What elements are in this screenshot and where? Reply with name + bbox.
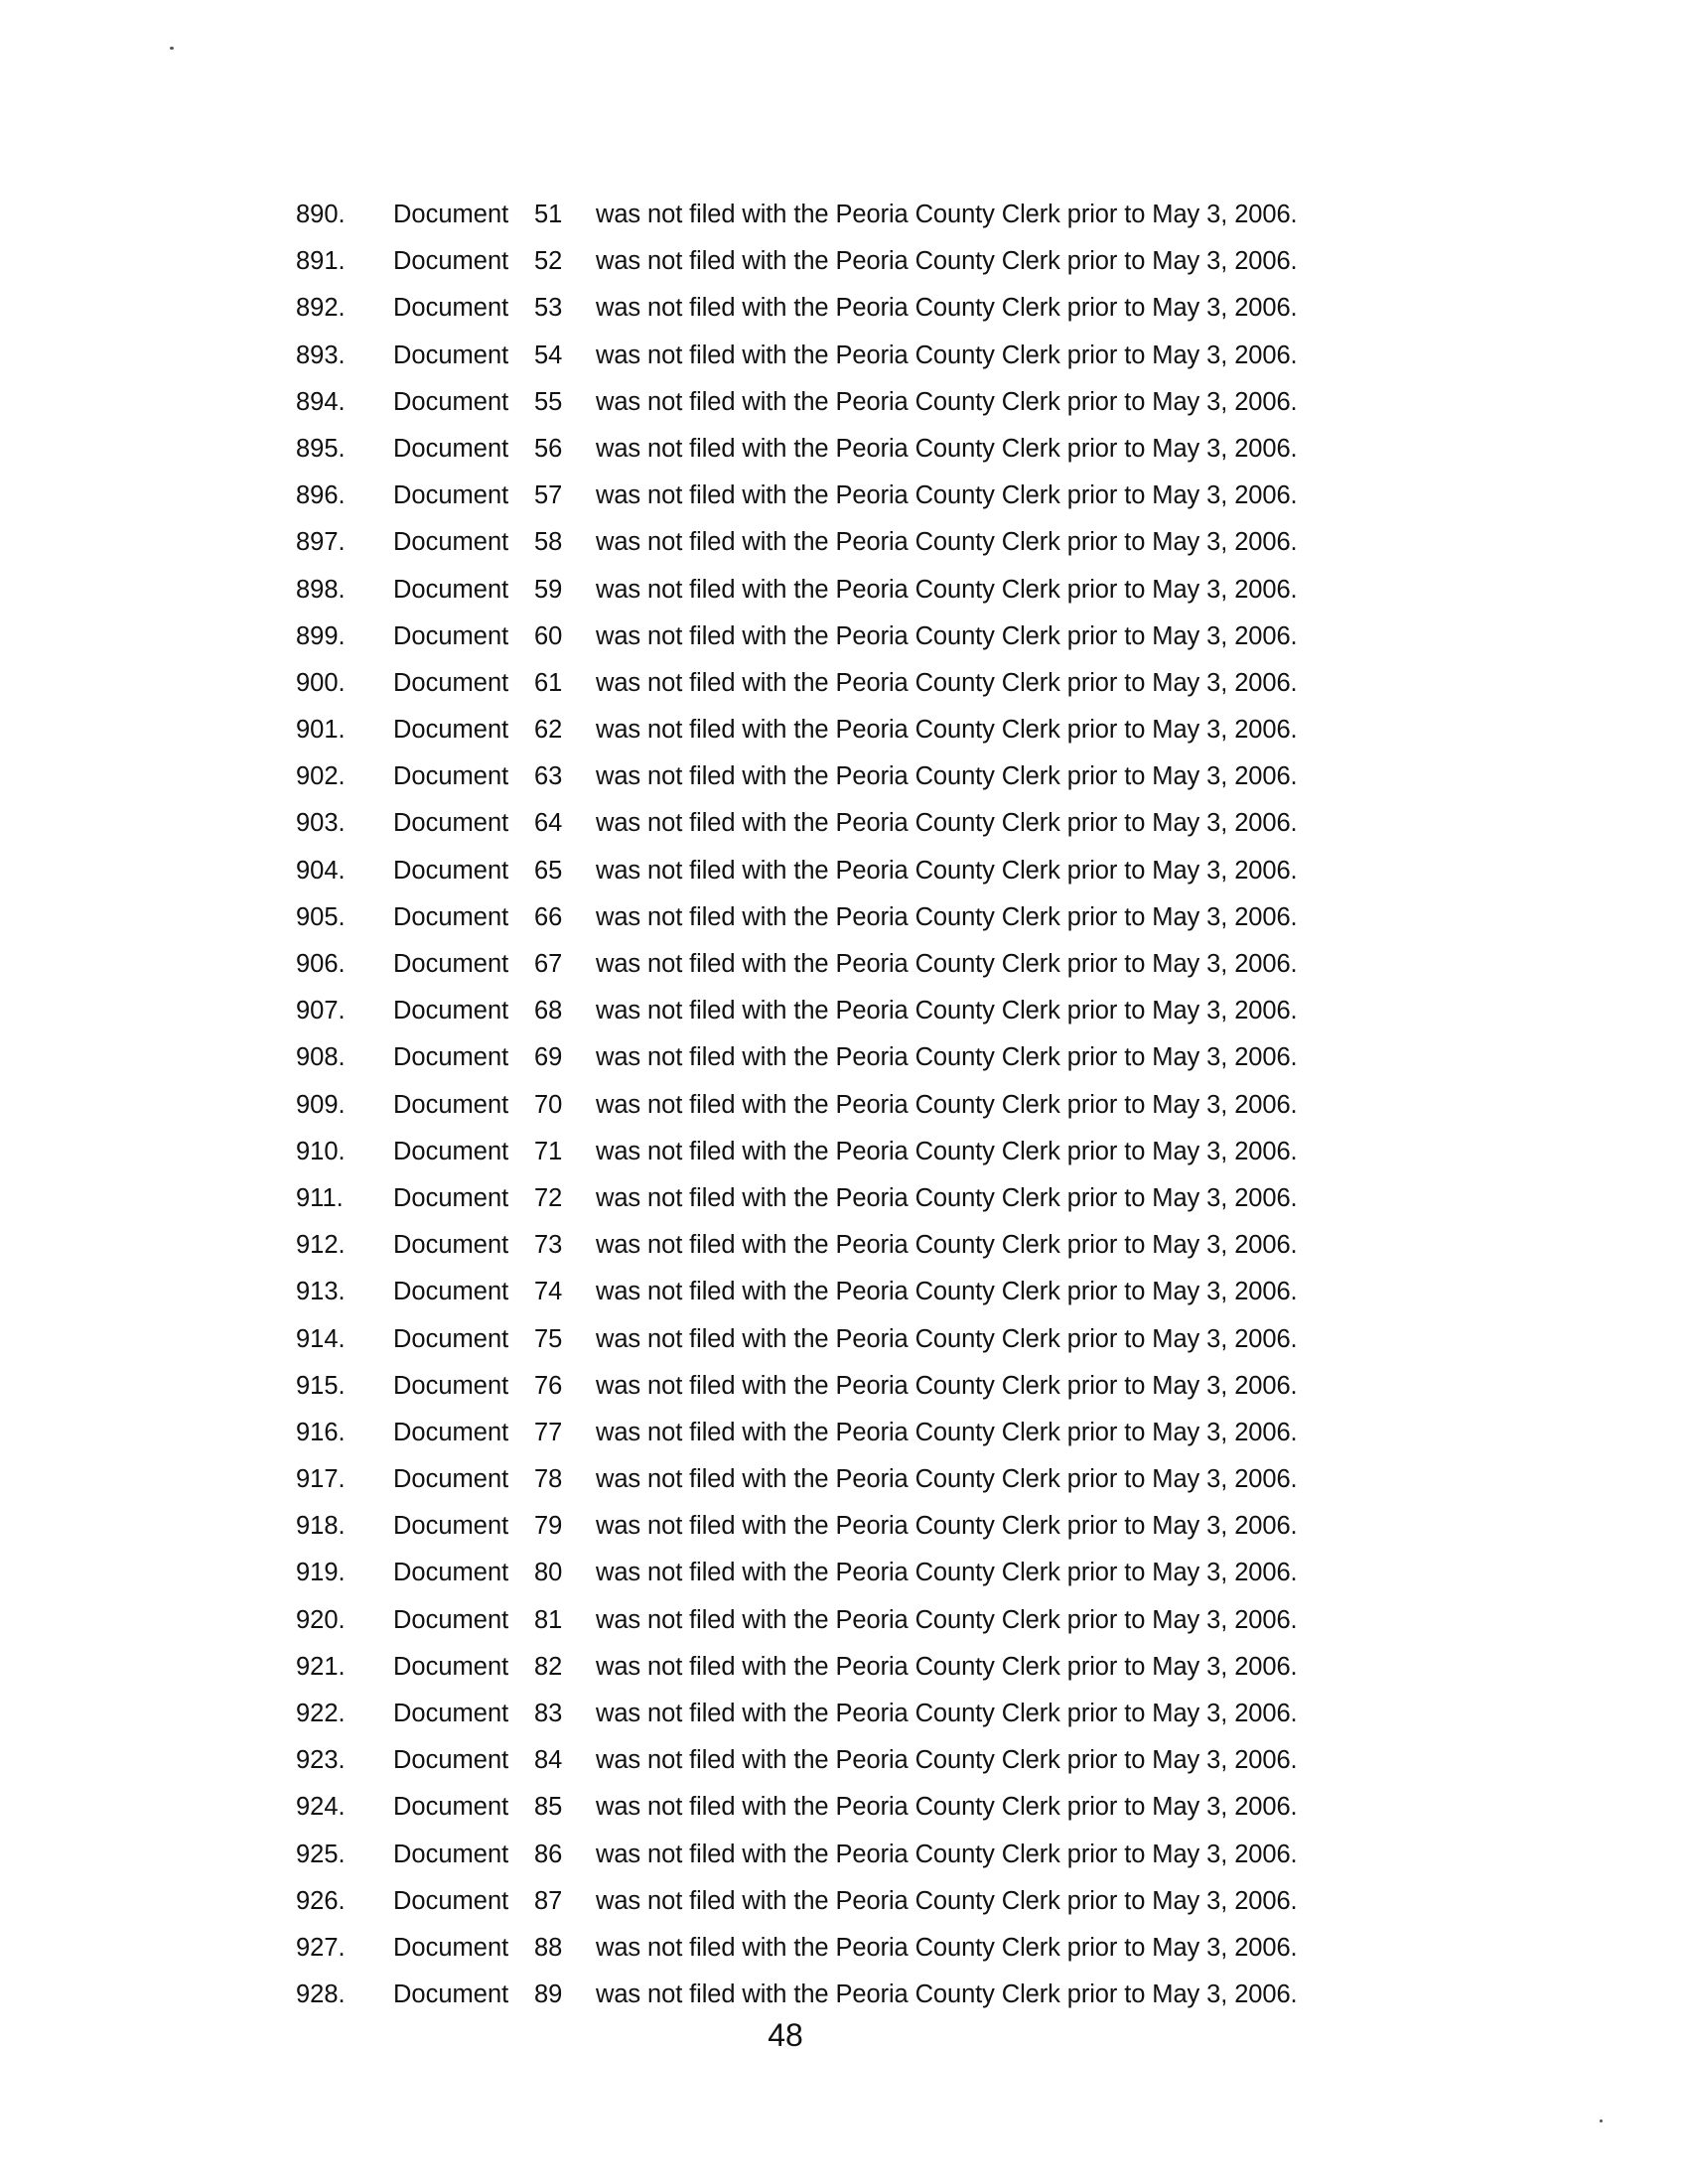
document-number: 83 [534,1700,563,1727]
document-number: 57 [534,481,563,510]
paragraph-text: was not filed with the Peoria County Clerk prior to May 3, 2006. [596,481,1298,510]
document-number: 56 [534,434,563,463]
list-item [296,1606,1368,1653]
document-number: 88 [534,1933,563,1962]
paragraph-text: was not filed with the Peoria County Clerk prior to May 3, 2006. [596,1418,1298,1446]
paragraph-text: was not filed with the Peoria County Clerk prior to May 3, 2006. [596,997,1298,1025]
paragraph-text: was not filed with the Peoria County Clerk prior to May 3, 2006. [596,1043,1298,1072]
document-number: 87 [534,1886,563,1915]
paragraph-text: was not filed with the Peoria County Clerk prior to May 3, 2006. [596,1793,1298,1822]
paragraph-number: 890. [296,201,346,228]
document-number: 62 [534,716,563,745]
document-label: Document [393,528,509,557]
list-item [296,528,1368,575]
document-number: 84 [534,1746,563,1775]
document-label: Document [393,575,509,604]
list-item [296,669,1368,716]
paragraph-text: was not filed with the Peoria County Clerk prior to May 3, 2006. [596,1559,1298,1587]
document-number: 89 [534,1980,563,2009]
document-number: 52 [534,247,563,276]
paragraph-text: was not filed with the Peoria County Clerk prior to May 3, 2006. [596,434,1298,463]
list-item [296,1372,1368,1419]
document-label: Document [393,1371,509,1400]
list-item [296,481,1368,528]
list-item [296,950,1368,997]
document-number: 85 [534,1793,563,1822]
paragraph-text: was not filed with the Peoria County Clerk prior to May 3, 2006. [596,1746,1298,1775]
paragraph-number: 912. [296,1231,346,1260]
document-number: 51 [534,201,563,228]
paragraph-text: was not filed with the Peoria County Clerk prior to May 3, 2006. [596,1090,1298,1119]
document-number: 80 [534,1559,563,1587]
list-item [296,576,1368,622]
document-label: Document [393,201,509,228]
document-label: Document [393,1652,509,1681]
paragraph-text: was not filed with the Peoria County Clerk prior to May 3, 2006. [596,1231,1298,1260]
document-number: 61 [534,668,563,697]
paragraph-text: was not filed with the Peoria County Clerk prior to May 3, 2006. [596,809,1298,838]
list-item [296,201,1368,247]
list-item [296,716,1368,762]
document-label: Document [393,809,509,838]
document-number: 74 [534,1278,563,1306]
document-number: 65 [534,856,563,885]
list-item [296,1465,1368,1512]
document-label: Document [393,856,509,885]
paragraph-text: was not filed with the Peoria County Clerk prior to May 3, 2006. [596,950,1298,978]
list-item [296,1841,1368,1887]
paragraph-text: was not filed with the Peoria County Clerk prior to May 3, 2006. [596,1137,1298,1165]
paragraph-text: was not filed with the Peoria County Clerk prior to May 3, 2006. [596,856,1298,885]
paragraph-number: 904. [296,856,346,885]
document-label: Document [393,1933,509,1962]
document-label: Document [393,1793,509,1822]
document-number: 77 [534,1418,563,1446]
document-label: Document [393,1746,509,1775]
list-item [296,762,1368,809]
document-label: Document [393,950,509,978]
document-number: 54 [534,341,563,369]
paragraph-text: was not filed with the Peoria County Clerk prior to May 3, 2006. [596,201,1298,228]
paragraph-number: 917. [296,1465,346,1494]
paragraph-number: 919. [296,1559,346,1587]
paragraph-text: was not filed with the Peoria County Clerk prior to May 3, 2006. [596,902,1298,931]
paragraph-number: 906. [296,950,346,978]
paragraph-number: 900. [296,668,346,697]
list-item [296,247,1368,294]
document-number: 64 [534,809,563,838]
paragraph-text: was not filed with the Peoria County Clerk prior to May 3, 2006. [596,1652,1298,1681]
document-number: 81 [534,1605,563,1634]
list-item [296,435,1368,481]
document-label: Document [393,1465,509,1494]
paragraph-text: was not filed with the Peoria County Clerk prior to May 3, 2006. [596,1512,1298,1541]
paragraph-number: 905. [296,902,346,931]
document-label: Document [393,716,509,745]
paragraph-text: was not filed with the Peoria County Clerk prior to May 3, 2006. [596,1278,1298,1306]
document-label: Document [393,997,509,1025]
paragraph-text: was not filed with the Peoria County Clerk prior to May 3, 2006. [596,1840,1298,1868]
list-item [296,294,1368,341]
document-number: 63 [534,762,563,791]
document-label: Document [393,481,509,510]
scan-speck-bottom [1600,2119,1603,2122]
paragraph-text: was not filed with the Peoria County Clerk prior to May 3, 2006. [596,668,1298,697]
paragraph-number: 910. [296,1137,346,1165]
document-label: Document [393,1418,509,1446]
list-item [296,1091,1368,1138]
document-number: 70 [534,1090,563,1119]
paragraph-number: 907. [296,997,346,1025]
paragraph-number: 914. [296,1324,346,1353]
paragraph-text: was not filed with the Peoria County Clerk prior to May 3, 2006. [596,1933,1298,1962]
paragraph-number: 903. [296,809,346,838]
document-number: 68 [534,997,563,1025]
paragraph-text: was not filed with the Peoria County Clerk prior to May 3, 2006. [596,762,1298,791]
paragraph-number: 898. [296,575,346,604]
paragraph-text: was not filed with the Peoria County Clerk prior to May 3, 2006. [596,1605,1298,1634]
paragraph-number: 925. [296,1840,346,1868]
paragraph-number: 895. [296,434,346,463]
paragraph-number: 908. [296,1043,346,1072]
page-number: 48 [768,2017,803,2053]
document-number: 69 [534,1043,563,1072]
paragraph-text: was not filed with the Peoria County Clerk prior to May 3, 2006. [596,1465,1298,1494]
paragraph-number: 924. [296,1793,346,1822]
paragraph-number: 911. [296,1183,344,1212]
document-label: Document [393,341,509,369]
document-label: Document [393,387,509,416]
list-item [296,857,1368,903]
list-item [296,1184,1368,1231]
paragraph-text: was not filed with the Peoria County Clerk prior to May 3, 2006. [596,1371,1298,1400]
paragraph-number: 893. [296,341,346,369]
document-label: Document [393,1043,509,1072]
list-item [296,1793,1368,1840]
paragraph-text: was not filed with the Peoria County Clerk prior to May 3, 2006. [596,575,1298,604]
list-item [296,1559,1368,1605]
paragraph-text: was not filed with the Peoria County Clerk prior to May 3, 2006. [596,716,1298,745]
paragraph-number: 927. [296,1933,346,1962]
paragraph-number: 918. [296,1512,346,1541]
list-item [296,1278,1368,1324]
document-number: 72 [534,1183,563,1212]
document-label: Document [393,1324,509,1353]
document-label: Document [393,1886,509,1915]
paragraph-text: was not filed with the Peoria County Clerk prior to May 3, 2006. [596,621,1298,650]
document-number: 82 [534,1652,563,1681]
paragraph-text: was not filed with the Peoria County Clerk prior to May 3, 2006. [596,247,1298,276]
paragraph-number: 902. [296,762,346,791]
paragraph-list [296,201,1368,2027]
document-number: 73 [534,1231,563,1260]
list-item [296,1746,1368,1793]
document-label: Document [393,762,509,791]
list-item [296,1231,1368,1278]
document-label: Document [393,668,509,697]
list-item [296,1512,1368,1559]
paragraph-text: was not filed with the Peoria County Clerk prior to May 3, 2006. [596,1700,1298,1727]
paragraph-number: 920. [296,1605,346,1634]
paragraph-text: was not filed with the Peoria County Clerk prior to May 3, 2006. [596,1183,1298,1212]
paragraph-number: 894. [296,387,346,416]
document-label: Document [393,1231,509,1260]
list-item [296,388,1368,435]
paragraph-number: 926. [296,1886,346,1915]
paragraph-text: was not filed with the Peoria County Clerk prior to May 3, 2006. [596,387,1298,416]
list-item [296,622,1368,669]
paragraph-number: 897. [296,528,346,557]
paragraph-number: 901. [296,716,346,745]
list-item [296,1043,1368,1090]
document-number: 60 [534,621,563,650]
document-number: 71 [534,1137,563,1165]
document-number: 59 [534,575,563,604]
paragraph-number: 892. [296,294,346,323]
paragraph-number: 899. [296,621,346,650]
list-item [296,1419,1368,1465]
list-item [296,1653,1368,1700]
paragraph-text: was not filed with the Peoria County Clerk prior to May 3, 2006. [596,528,1298,557]
document-label: Document [393,1512,509,1541]
document-label: Document [393,1137,509,1165]
paragraph-text: was not filed with the Peoria County Clerk prior to May 3, 2006. [596,294,1298,323]
paragraph-number: 913. [296,1278,346,1306]
paragraph-number: 909. [296,1090,346,1119]
list-item [296,1700,1368,1746]
paragraph-text: was not filed with the Peoria County Clerk prior to May 3, 2006. [596,341,1298,369]
document-label: Document [393,1980,509,2009]
paragraph-number: 922. [296,1700,346,1727]
document-number: 78 [534,1465,563,1494]
list-item [296,809,1368,856]
document-number: 58 [534,528,563,557]
document-label: Document [393,294,509,323]
document-number: 66 [534,902,563,931]
paragraph-number: 923. [296,1746,346,1775]
document-number: 86 [534,1840,563,1868]
paragraph-number: 921. [296,1652,346,1681]
document-label: Document [393,434,509,463]
document-label: Document [393,247,509,276]
document-label: Document [393,621,509,650]
paragraph-number: 928. [296,1980,346,2009]
list-item [296,1325,1368,1372]
document-number: 76 [534,1371,563,1400]
document-label: Document [393,1278,509,1306]
document-label: Document [393,902,509,931]
document-label: Document [393,1700,509,1727]
document-label: Document [393,1183,509,1212]
list-item [296,997,1368,1043]
list-item [296,1138,1368,1184]
list-item [296,1934,1368,1980]
paragraph-text: was not filed with the Peoria County Clerk prior to May 3, 2006. [596,1324,1298,1353]
document-number: 53 [534,294,563,323]
document-number: 55 [534,387,563,416]
paragraph-text: was not filed with the Peoria County Clerk prior to May 3, 2006. [596,1886,1298,1915]
paragraph-text: was not filed with the Peoria County Clerk prior to May 3, 2006. [596,1980,1298,2009]
document-label: Document [393,1605,509,1634]
list-item [296,903,1368,950]
document-label: Document [393,1840,509,1868]
scan-speck-top [170,47,174,50]
paragraph-number: 896. [296,481,346,510]
list-item [296,1887,1368,1934]
document-label: Document [393,1090,509,1119]
document-number: 79 [534,1512,563,1541]
document-label: Document [393,1559,509,1587]
document-number: 67 [534,950,563,978]
paragraph-number: 915. [296,1371,346,1400]
paragraph-number: 916. [296,1418,346,1446]
list-item [296,341,1368,388]
paragraph-number: 891. [296,247,346,276]
document-number: 75 [534,1324,563,1353]
